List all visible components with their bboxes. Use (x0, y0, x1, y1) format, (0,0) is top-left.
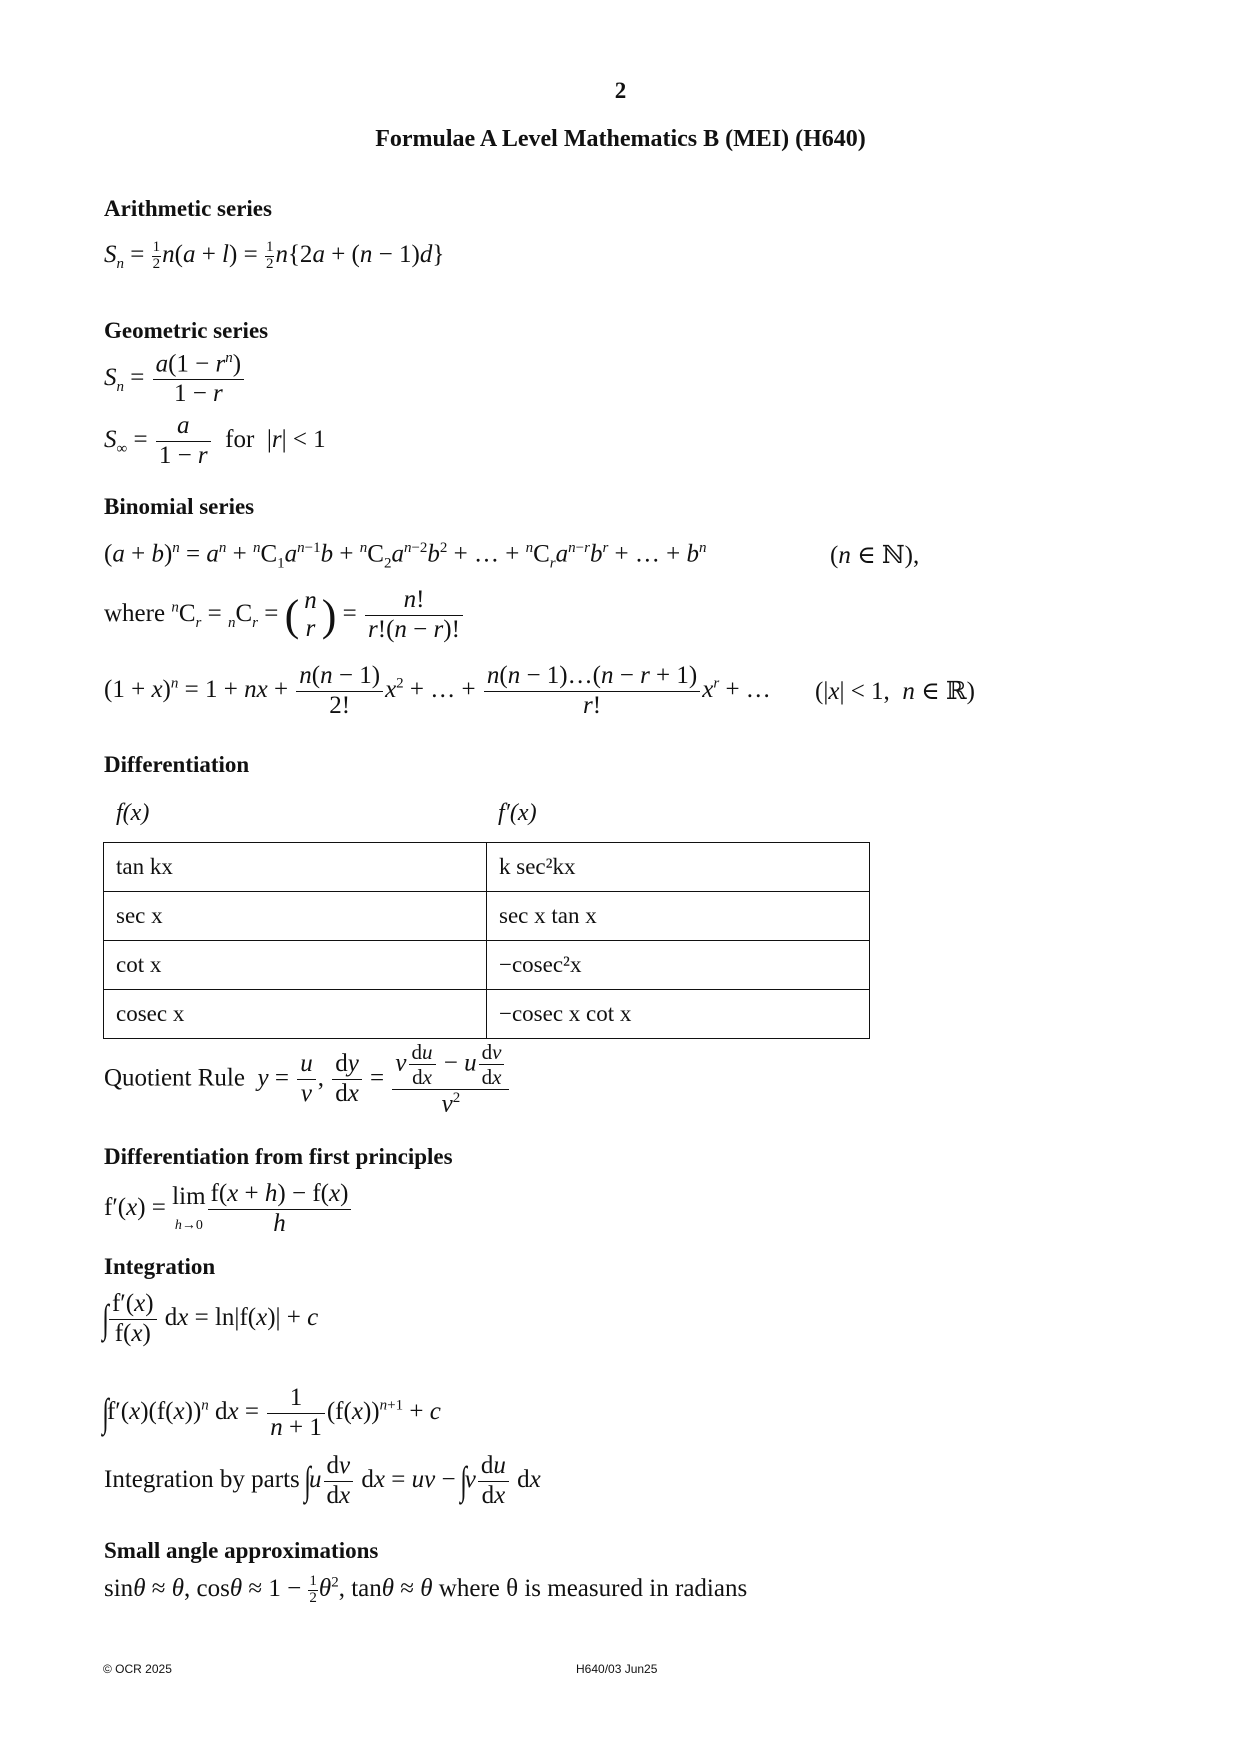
table-cell: cot x (104, 941, 487, 990)
small-angle-suffix: where θ is measured in radians (438, 1574, 748, 1602)
quotient-rule-label: Quotient Rule (104, 1064, 245, 1092)
table-row (104, 941, 870, 990)
table-row (104, 990, 870, 1039)
page-number: 2 (614, 78, 627, 103)
table-row (104, 892, 870, 941)
integration-by-parts-label: Integration by parts (104, 1465, 300, 1493)
differentiation-table (103, 842, 870, 1039)
footer-copyright: © OCR 2025 (103, 1662, 172, 1676)
table-cell: sec x (104, 892, 487, 941)
small-angle-formula: sinθ ≈ θ, cosθ ≈ 1 − $\frac{1}{2}$ $\theta^2$, tanθ ≈ θ where θ is measured in radians (104, 1573, 748, 1606)
table-cell: k sec²kx (487, 843, 870, 892)
integration-log-formula: ∫ $\frac{f'(x)}{f(x)}$ dx = ln|f(x)| + c (102, 1290, 319, 1347)
geometric-heading: Geometric series (104, 318, 269, 343)
geometric-infinite-formula: $S_\infty$ = $\frac{a}{1 - r}$ for |r| < 1 (104, 412, 326, 469)
table-cell: −cosec²x (487, 941, 870, 990)
arithmetic-formula: $S_n$ = $\frac{1}{2}$ n(a + l) = $\frac{1}{2}$ n{2a + (n − 1)d} (104, 239, 445, 272)
integration-heading: Integration (104, 1254, 216, 1279)
binomial-expansion: $(a + b)^n = a^n + ^nC_1a^{n-1}b + ^nC_2a^{n-2}b^2$ + … + $^nC_ra^{n-r}b^r$ + … + $b^n$ (104, 540, 707, 572)
first-principles-formula: f′(x) = lim h→0 $\frac{f(x + h) - f(x)}{h}$ (104, 1180, 353, 1239)
geometric-sum-formula: $S_n$ = $\frac{a(1 - r^n)}{1 - r}$ (104, 350, 246, 409)
table-cell: cosec x (104, 990, 487, 1039)
page-title: Formulae A Level Mathematics B (MEI) (H640) (375, 126, 866, 152)
binomial-condition-real: (|x| < 1, n ∈ ℝ) (815, 678, 975, 705)
table-header-fx: f(x) (116, 800, 150, 826)
table-row (104, 843, 870, 892)
first-principles-heading: Differentiation from first principles (104, 1144, 453, 1169)
binomial-condition-natural: (n ∈ ℕ), (830, 542, 920, 569)
binomial-where-text: where (104, 599, 166, 627)
table-cell: sec x tan x (487, 892, 870, 941)
integration-power-formula: $\int f'(x)(f(x))^n$ dx = $\frac{1}{n + 1}$ $(f(x))^{n+1} + c$ (102, 1384, 441, 1441)
small-angle-heading: Small angle approximations (104, 1538, 379, 1563)
table-cell: −cosec x cot x (487, 990, 870, 1039)
differentiation-heading: Differentiation (104, 752, 250, 777)
binomial-general-expansion: $(1 + x)^n = 1$ + nx + $\frac{n(n - 1)}{2!}$ $x^2$ + … + $\frac{n(n - 1)\dots(n - r + 1)}{r!}$ $x^r$ + … (104, 662, 771, 719)
arithmetic-heading: Arithmetic series (104, 196, 272, 221)
table-header-fprime: f′(x) (498, 800, 537, 826)
quotient-rule: Quotient Rule y = $\frac{u}{v}$ , $\frac{dy}{dx}$ = v $\frac{du}{dx}$ − u $\frac{dv}{dx}$ $v^2$ (104, 1040, 511, 1119)
integration-by-parts: Integration by parts ∫u $\frac{dv}{dx}$ dx = uv − ∫v $\frac{du}{dx}$ dx (104, 1452, 541, 1509)
table-cell: tan kx (104, 843, 487, 892)
geometric-for-text: for (225, 425, 255, 453)
footer-paper-code: H640/03 Jun25 (576, 1662, 658, 1676)
binomial-coefficient: where $^nC_r = _nC_r$ = ( n r ) = $\frac{n!}{r!(n - r)!}$ (104, 586, 465, 645)
binomial-heading: Binomial series (104, 494, 255, 519)
